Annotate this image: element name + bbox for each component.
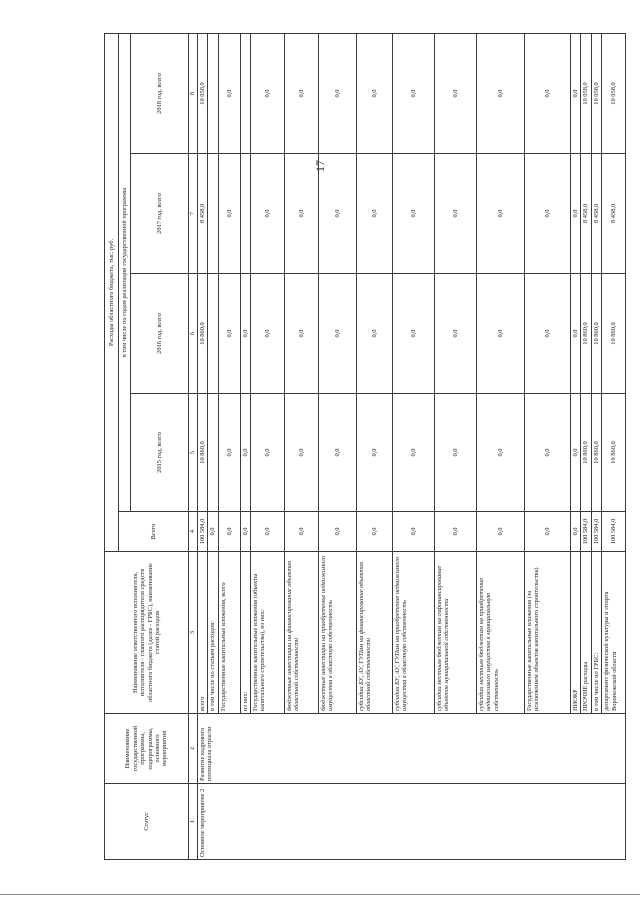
value-2018: 0,0 — [477, 33, 525, 153]
value-2015: 0,0 — [240, 394, 250, 512]
value-total: 100 584,0 — [198, 512, 208, 552]
row-label: бюджетные инвестиции на приобретение недвижимого имущества в областную собственность — [319, 552, 357, 714]
value-2018: 0,0 — [357, 33, 393, 153]
column-number: 5 — [189, 394, 198, 512]
value-2015: 0,0 — [285, 394, 319, 512]
column-number: 8 — [189, 33, 198, 153]
program-name-cell: Развитие кадрового потенциала отрасли — [198, 714, 626, 784]
column-number: 2 — [189, 714, 198, 784]
value-2017: 0,0 — [251, 154, 285, 274]
value-2017: 0,0 — [218, 154, 240, 274]
value-2016: 0,0 — [571, 274, 581, 394]
value-2017: 8 458,0 — [198, 154, 208, 274]
value-2018: 0,0 — [285, 33, 319, 153]
value-2018: 10 058,0 — [198, 33, 208, 153]
value-total: 0,0 — [393, 512, 435, 552]
value-2017: 8 458,0 — [602, 154, 626, 274]
row-label: Государственные капитальные вложения (объекты капитального строительства), из них: — [251, 552, 285, 714]
column-numbers-row — [189, 33, 198, 859]
value-total: 0,0 — [208, 512, 218, 552]
value-2015: 0,0 — [477, 394, 525, 512]
table-body — [198, 33, 626, 859]
column-number: 4 — [189, 512, 198, 552]
column-number: 6 — [189, 274, 198, 394]
value-total: 0,0 — [319, 512, 357, 552]
column-number: 3 — [189, 552, 198, 714]
value-2017: 0,0 — [435, 154, 477, 274]
row-label: бюджетные инвестиции на финансирование объектов областной собственности — [285, 552, 319, 714]
value-2018: 0,0 — [251, 33, 285, 153]
value-2016: 0,0 — [240, 274, 250, 394]
value-total: 0,0 — [477, 512, 525, 552]
value-2015: 10 860,0 — [581, 394, 591, 512]
column-number: 7 — [189, 154, 198, 274]
value-2018 — [240, 33, 250, 153]
value-2015: 0,0 — [435, 394, 477, 512]
row-label: субсидии местным бюджетам на софинансирование объектов муниципальной собственности — [435, 552, 477, 714]
value-2016: 0,0 — [218, 274, 240, 394]
value-total: 0,0 — [251, 512, 285, 552]
row-label: субсидии БУ, АУ, ГУПам на приобретение недвижимого имущества в областную собственность — [393, 552, 435, 714]
value-2018: 10 058,0 — [581, 33, 591, 153]
value-2017 — [208, 154, 218, 274]
status-cell: Основное мероприятие 2 — [198, 784, 626, 860]
budget-table-rotated — [104, 34, 618, 860]
header-total: Всего — [119, 512, 189, 552]
header-program-name: Наименование государственной программы, подпрограммы, основного мероприятия — [105, 714, 189, 784]
header-executor: Наименование ответственного исполнителя, исполнителя - главного распорядителя средств областного бюджета (далее - ГРБС), наименование статей расходов — [105, 552, 189, 714]
value-2016: 10 860,0 — [602, 274, 626, 394]
value-2018: 0,0 — [525, 33, 571, 153]
value-2015: 0,0 — [571, 394, 581, 512]
value-2016: 10 860,0 — [581, 274, 591, 394]
value-2015: 10 860,0 — [602, 394, 626, 512]
value-2017: 0,0 — [393, 154, 435, 274]
value-2018: 10 058,0 — [602, 33, 626, 153]
row-label: субсидии местным бюджетам на приобретение недвижимого имущества в муниципальную собственность — [477, 552, 525, 714]
header-by-years: в том числе по годам реализации государственной программы — [119, 33, 131, 511]
value-2016: 10 860,0 — [198, 274, 208, 394]
column-number: 1 — [189, 784, 198, 860]
row-label: Государственные капитальные вложения (за исключением объектов капитального строительства) — [525, 552, 571, 714]
value-2018: 10 058,0 — [591, 33, 601, 153]
value-total: 0,0 — [218, 512, 240, 552]
value-2017: 8 458,0 — [581, 154, 591, 274]
value-2018: 0,0 — [435, 33, 477, 153]
value-2016: 10 860,0 — [591, 274, 601, 394]
value-2015: 0,0 — [393, 394, 435, 512]
header-budget-group: Расходы областного бюджета, тыс. руб. — [105, 33, 119, 551]
row-label: Государственные капитальные вложения, всего — [218, 552, 240, 714]
value-2015: 0,0 — [251, 394, 285, 512]
value-2018: 0,0 — [319, 33, 357, 153]
row-label: ПРОЧИЕ расходы — [581, 552, 591, 714]
value-total: 0,0 — [357, 512, 393, 552]
row-label: субсидии БУ, АУ, ГУПам на финансирование объектов областной собственности — [357, 552, 393, 714]
value-2018: 0,0 — [218, 33, 240, 153]
value-2015: 0,0 — [357, 394, 393, 512]
value-2017 — [240, 154, 250, 274]
row-label: в том числе по статьям расходов: — [208, 552, 218, 714]
row-label: департамент физической культуры и спорта Воронежской области — [602, 552, 626, 714]
header-year-2017: 2017 год, всего — [131, 154, 189, 274]
value-2017: 0,0 — [571, 154, 581, 274]
value-total: 0,0 — [525, 512, 571, 552]
value-2016: 0,0 — [319, 274, 357, 394]
row-label: в том числе по ГРБС: — [591, 552, 601, 714]
value-2015: 10 860,0 — [198, 394, 208, 512]
value-2015: 10 860,0 — [591, 394, 601, 512]
page-number: 17 — [313, 160, 327, 172]
value-2016: 0,0 — [525, 274, 571, 394]
page-bottom-rule — [0, 894, 640, 895]
value-2016: 0,0 — [477, 274, 525, 394]
value-2016: 0,0 — [251, 274, 285, 394]
value-2017: 0,0 — [285, 154, 319, 274]
value-total: 0,0 — [435, 512, 477, 552]
value-2016: 0,0 — [357, 274, 393, 394]
value-2017: 0,0 — [357, 154, 393, 274]
header-year-2018: 2018 год, всего — [131, 33, 189, 153]
value-2016: 0,0 — [285, 274, 319, 394]
value-total: 0,0 — [240, 512, 250, 552]
value-2016 — [208, 274, 218, 394]
value-2017: 0,0 — [525, 154, 571, 274]
row-label: НИОКР — [571, 552, 581, 714]
value-total: 0,0 — [285, 512, 319, 552]
value-2016: 0,0 — [435, 274, 477, 394]
header-year-2016: 2016 год, всего — [131, 274, 189, 394]
value-2015 — [208, 394, 218, 512]
value-2017: 0,0 — [319, 154, 357, 274]
table-row — [198, 33, 208, 859]
value-total: 0,0 — [571, 512, 581, 552]
value-2015: 0,0 — [218, 394, 240, 512]
value-2017: 8 458,0 — [591, 154, 601, 274]
value-2015: 0,0 — [319, 394, 357, 512]
header-year-2015: 2015 год, всего — [131, 394, 189, 512]
value-2018 — [208, 33, 218, 153]
value-2016: 0,0 — [393, 274, 435, 394]
value-total: 100 584,0 — [581, 512, 591, 552]
row-label: всего — [198, 552, 208, 714]
value-2018: 0,0 — [571, 33, 581, 153]
budget-table — [104, 33, 626, 860]
value-2015: 0,0 — [525, 394, 571, 512]
row-label: из них: — [240, 552, 250, 714]
value-total: 100 584,0 — [591, 512, 601, 552]
value-2017: 0,0 — [477, 154, 525, 274]
value-total: 100 584,0 — [602, 512, 626, 552]
header-status: Статус — [105, 784, 189, 860]
budget-table-wrapper — [104, 34, 618, 860]
value-2018: 0,0 — [393, 33, 435, 153]
